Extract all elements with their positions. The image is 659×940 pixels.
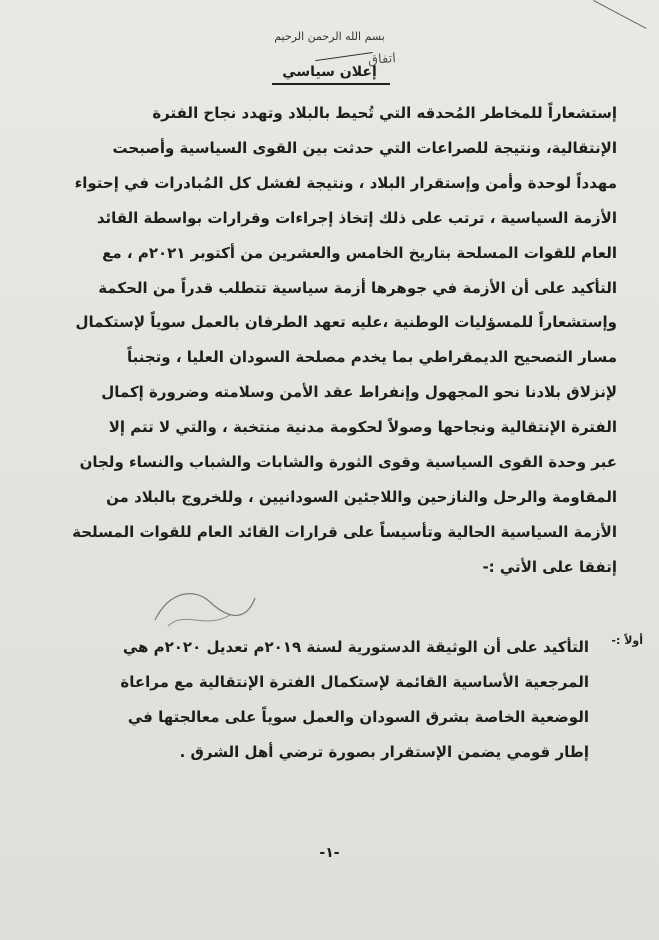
- intro-line: الفترة الإنتقالية ونجاحها وصولاً لحكومة مدنية منتخبة ، والتي لا تتم إلا: [108, 418, 617, 437]
- intro-line: المقاومة والرحل والنازحين واللاجئين السودانيين ، وللخروج بالبلاد من: [106, 487, 617, 506]
- intro-line: الأزمة السياسية ، ترتب على ذلك إتخاذ إجراءات وقرارات بواسطة القائد: [96, 208, 617, 227]
- clause-paragraph: [50, 630, 589, 770]
- title-underline: [272, 83, 390, 85]
- basmala: بسم الله الرحمن الرحيم: [274, 30, 385, 43]
- clause-number: أولاً :-: [611, 634, 643, 647]
- page-number: -١-: [319, 845, 340, 861]
- intro-paragraph: [40, 96, 617, 585]
- clause-line: الوضعية الخاصة بشرق السودان والعمل سوياً على معالجتها في: [127, 707, 589, 726]
- intro-line: وإستشعاراً للمسؤليات الوطنية ،عليه تعهد الطرفان بالعمل سوياً لإستكمال: [75, 313, 617, 332]
- intro-line: مهدداً لوحدة وأمن وإستقرار البلاد ، ونتيجة لفشل كل المُبادرات في إحتواء: [74, 173, 617, 192]
- intro-line: الإنتقالية، ونتيجة للصراعات التي حدثت بين القوى السياسية وأصبحت: [112, 138, 617, 157]
- intro-line: العام للقوات المسلحة بتاريخ الخامس والعشرين من أكتوبر ٢٠٢١م ، مع: [102, 243, 617, 262]
- intro-line: لإنزلاق بلادنا نحو المجهول وإنفراط عقد الأمن وسلامته وضرورة إكمال: [101, 383, 617, 402]
- intro-line: عبر وحدة القوى السياسية وقوى الثورة والشابات والشباب والنساء ولجان: [79, 453, 617, 472]
- corner-pen-mark: [593, 0, 646, 29]
- clause-line: المرجعية الأساسية القائمة لإستكمال الفترة الإنتقالية مع مراعاة: [120, 672, 589, 691]
- clause-line: التأكيد على أن الوثيقة الدستورية لسنة ٢٠١٩م تعديل ٢٠٢٠م هي: [122, 638, 589, 656]
- intro-line: التأكيد على أن الأزمة في جوهرها أزمة سياسية تتطلب قدراً من الحكمة: [98, 278, 617, 297]
- document-title: إعلان سياسي: [282, 64, 377, 80]
- intro-line: إستشعاراً للمخاطر المُحدقه التي تُحيط بالبلاد وتهدد نجاح الفترة: [152, 104, 617, 122]
- clause-line: إطار قومي يضمن الإستقرار بصورة ترضي أهل الشرق .: [179, 742, 589, 761]
- handwritten-correction: اتفاق: [367, 51, 397, 68]
- intro-line: الأزمة السياسية الحالية وتأسيساً على قرارات القائد العام للقوات المسلحة: [72, 522, 617, 541]
- intro-line: مسار التصحيح الديمقراطي بما يخدم مصلحة السودان العليا ، وتجنباً: [126, 348, 617, 367]
- intro-line: إتفقا على الأتي :-: [482, 557, 617, 576]
